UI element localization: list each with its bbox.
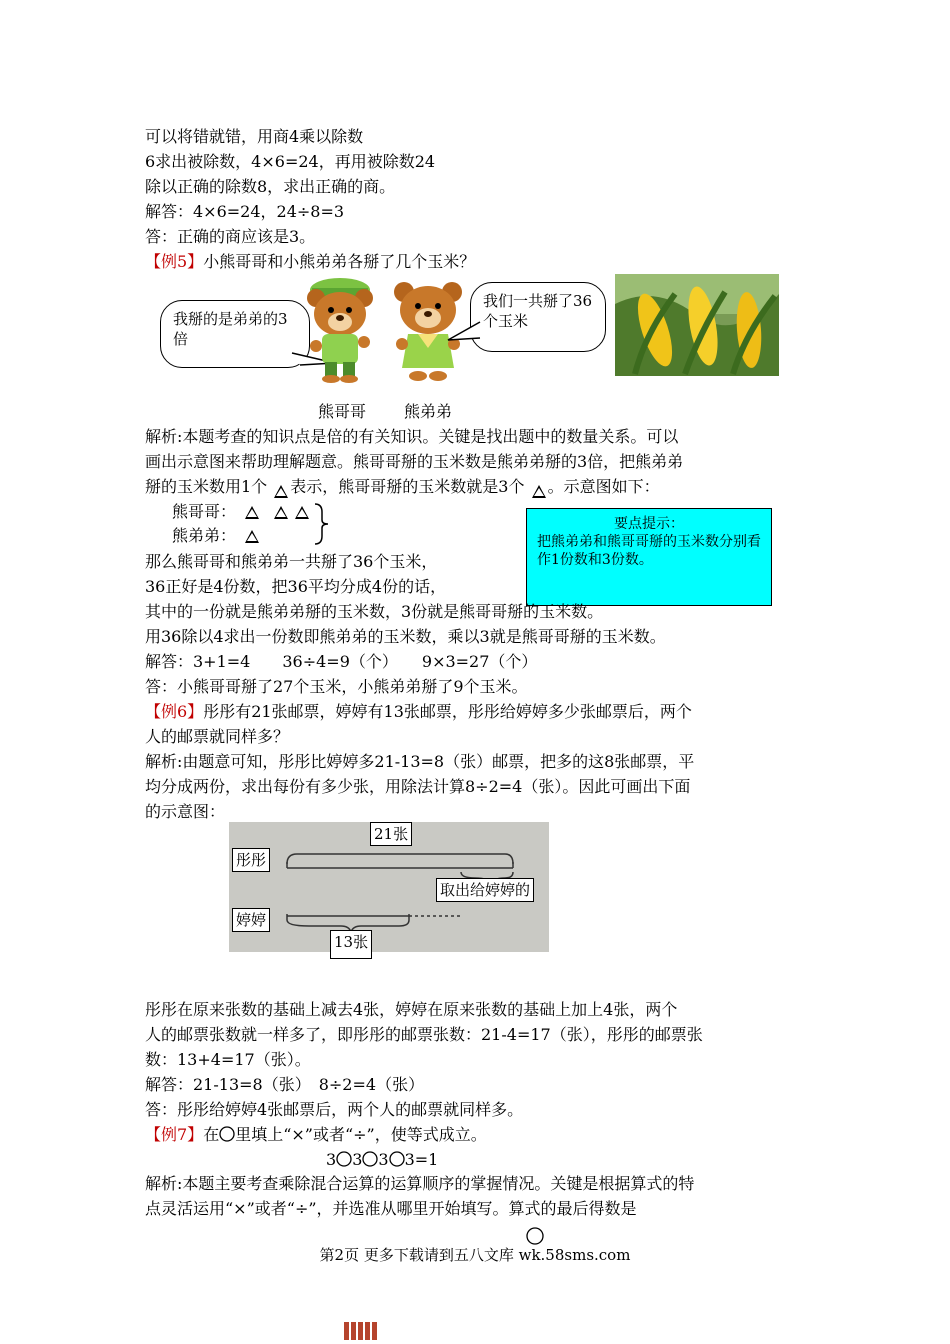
row-label: 熊哥哥： — [172, 502, 237, 521]
bubble-tail-right — [446, 316, 482, 350]
stamp-diagram — [229, 822, 549, 952]
equation-result: =1 — [414, 1150, 439, 1169]
text-line: 解析:本题主要考查乘除混合运算的运算顺序的掌握情况。关键是根据算式的特 — [145, 1174, 695, 1193]
text-line: 答：小熊哥哥掰了27个玉米，小熊弟弟掰了9个玉米。 — [145, 677, 528, 696]
label-give: 取出给婷婷的 — [436, 878, 534, 902]
text-line: 人的邮票张数就一样多了，即彤彤的邮票张数：21-4=17（张），彤彤的邮票张 — [145, 1025, 703, 1044]
pages-icon — [343, 1320, 383, 1342]
text-span: 里填上“×”或者“÷”，使等式成立。 — [235, 1125, 487, 1144]
triangle-icon — [295, 506, 309, 519]
example-7-question — [145, 1123, 487, 1147]
text-line: 解答：4×6=24，24÷8=3 — [145, 202, 345, 221]
text-line: 彤彤在原来张数的基础上减去4张，婷婷在原来张数的基础上加上4张，两个 — [145, 1000, 678, 1019]
digit: 3 — [378, 1150, 389, 1169]
triangle-icon — [245, 506, 259, 519]
triangle-icon — [532, 485, 546, 498]
text-line: 解答：3+1=4 36÷4=9（个） 9×3=27（个） — [145, 652, 538, 671]
text-line: 36正好是4份数，把36平均分成4份的话， — [145, 577, 447, 596]
text-span: 表示，熊哥哥掰的玉米数就是3个 — [290, 477, 525, 496]
text-line — [145, 475, 660, 499]
corn-photo-icon — [615, 274, 779, 376]
text-line: 答：彤彤给婷婷4张邮票后，两个人的邮票就同样多。 — [145, 1100, 524, 1119]
little-brother-row — [172, 524, 259, 548]
brace-icon — [312, 502, 332, 546]
caption-big-brother: 熊哥哥 — [318, 402, 367, 421]
text-line: 用36除以4求出一份数即熊弟弟的玉米数，乘以3就是熊哥哥掰的玉米数。 — [145, 627, 666, 646]
caption-little-brother: 熊弟弟 — [404, 402, 453, 421]
example-tag: 【例5】 — [145, 252, 204, 271]
example-6-question — [145, 700, 692, 724]
hint-box — [526, 508, 772, 606]
label-tongtong: 彤彤 — [232, 848, 270, 872]
page-footer: 第2页 更多下载请到五八文库 wk.58sms.com — [319, 1246, 631, 1264]
question-text: 小熊哥哥和小熊弟弟各掰了几个玉米？ — [203, 252, 476, 271]
equation — [326, 1148, 438, 1172]
text-span: 掰的玉米数用1个 — [145, 477, 268, 496]
text-line: 解析:由题意可知，彤彤比婷婷多21-13=8（张）邮票，把多的这8张邮票，平 — [145, 752, 695, 771]
text-line: 点灵活运用“×”或者“÷”，并选准从哪里开始填写。算式的最后得数是 — [145, 1199, 637, 1218]
circle-icon — [525, 1226, 545, 1246]
label-13: 13张 — [330, 930, 372, 959]
circle-icon — [336, 1151, 352, 1167]
text-line: 均分成两份，求出每份有多少张，用除法计算8÷2=4（张）。因此可画出下面 — [145, 777, 691, 796]
bubble-text: 我们一共掰了36个玉米 — [483, 292, 593, 330]
example-tag: 【例6】 — [145, 702, 204, 721]
digit: 3 — [326, 1150, 337, 1169]
text-line: 解析:本题考查的知识点是倍的有关知识。关键是找出题中的数量关系。可以 — [145, 427, 679, 446]
bubble-text: 我掰的是弟弟的3倍 — [173, 310, 288, 348]
text-line: 除以正确的除数8，求出正确的商。 — [145, 177, 396, 196]
triangle-icon — [245, 530, 259, 543]
text-line: 答：正确的商应该是3。 — [145, 227, 316, 246]
example-5-question — [145, 250, 475, 274]
hint-body: 把熊弟弟和熊哥哥掰的玉米数分别看作1份数和3份数。 — [537, 534, 761, 568]
text-line: 6求出被除数，4×6=24，再用被除数24 — [145, 152, 436, 171]
text-span: 在 — [203, 1125, 220, 1144]
speech-bubble-right — [470, 282, 606, 352]
circle-icon — [219, 1126, 235, 1142]
text-line: 画出示意图来帮助理解题意。熊哥哥掰的玉米数是熊弟弟掰的3倍，把熊弟弟 — [145, 452, 684, 471]
text-line: 可以将错就错，用商4乘以除数 — [145, 127, 364, 146]
text-line: 数：13+4=17（张）。 — [145, 1050, 311, 1069]
text-line: 人的邮票就同样多？ — [145, 727, 290, 746]
circle-icon — [362, 1151, 378, 1167]
text-line: 解答：21-13=8（张） 8÷2=4（张） — [145, 1075, 425, 1094]
circle-icon — [389, 1151, 405, 1167]
text-line: 其中的一份就是熊弟弟掰的玉米数，3份就是熊哥哥掰的玉米数。 — [145, 602, 604, 621]
digit: 3 — [352, 1150, 363, 1169]
question-text: 彤彤有21张邮票，婷婷有13张邮票，彤彤给婷婷多少张邮票后，两个 — [203, 702, 692, 721]
text-line: 的示意图： — [145, 802, 226, 821]
label-21: 21张 — [370, 822, 412, 846]
big-brother-row — [172, 500, 309, 524]
text-span: 。示意图如下： — [547, 477, 660, 496]
hint-title: 要点提示： — [614, 516, 684, 532]
triangle-icon — [274, 485, 288, 498]
text-line: 那么熊哥哥和熊弟弟一共掰了36个玉米， — [145, 552, 438, 571]
bear-big-brother-icon — [300, 276, 380, 384]
row-label: 熊弟弟： — [172, 526, 237, 545]
label-tingting: 婷婷 — [232, 908, 270, 932]
digit: 3 — [404, 1150, 415, 1169]
example-tag: 【例7】 — [145, 1125, 204, 1144]
triangle-icon — [274, 506, 288, 519]
speech-bubble-left — [160, 300, 310, 368]
